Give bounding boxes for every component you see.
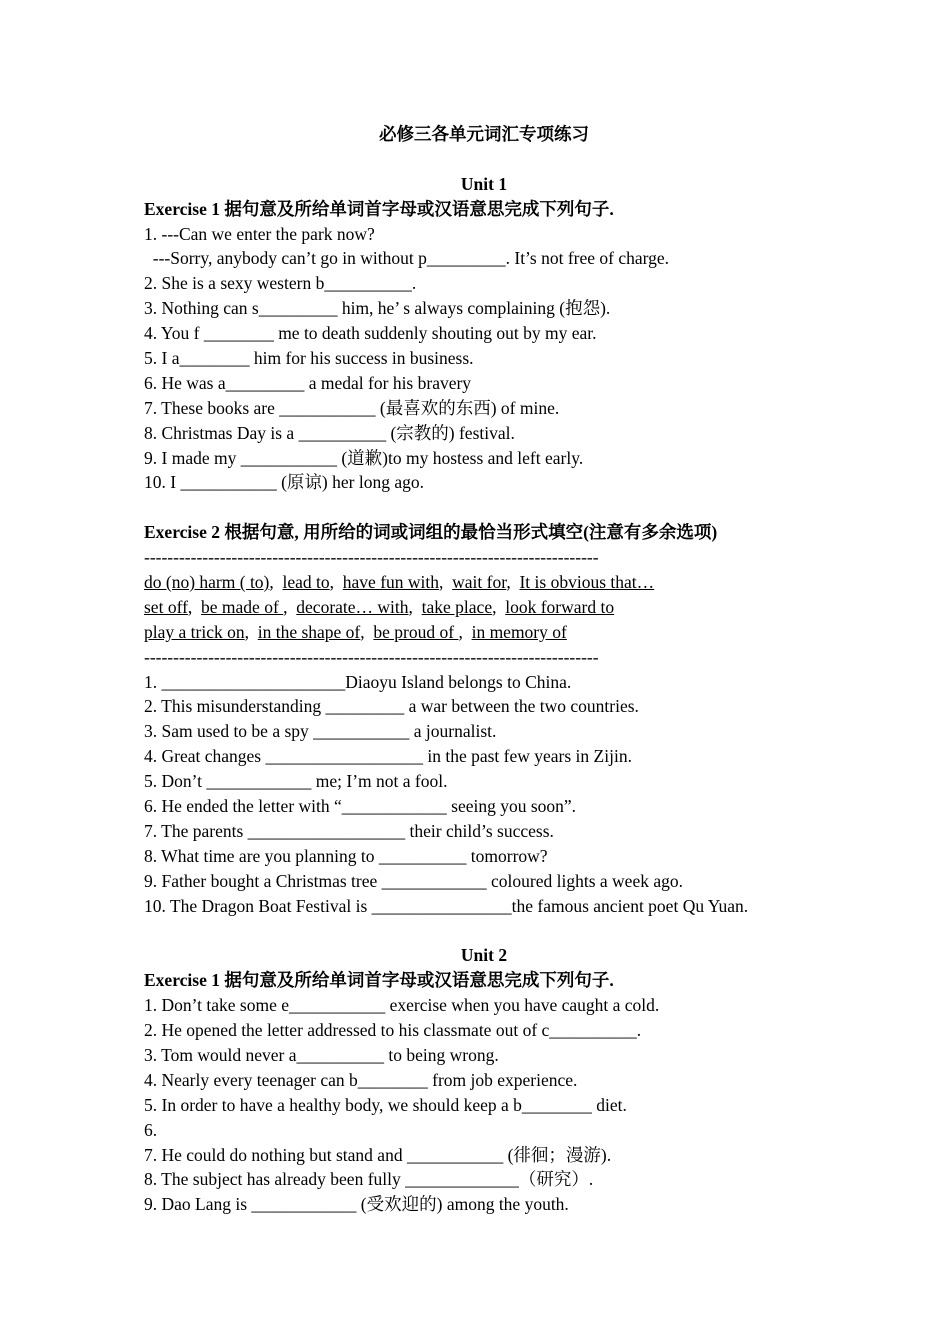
word-bank-option: play a trick on bbox=[144, 621, 245, 642]
unit-2-ex1-item: 9. Dao Lang is ____________ (受欢迎的) among the youth. bbox=[144, 1194, 569, 1215]
unit-2-ex1-item: 5. In order to have a healthy body, we should keep a b________ diet. bbox=[144, 1094, 627, 1115]
word-bank-option: do (no) harm ( to) bbox=[144, 572, 270, 593]
unit-1-ex2-item: 4. Great changes __________________ in the past few years in Zijin. bbox=[144, 746, 632, 767]
unit-2-ex1-item: 8. The subject has already been fully _____________（研究）. bbox=[144, 1169, 594, 1190]
unit-1-ex1-item: 1. ---Can we enter the park now? bbox=[144, 223, 375, 244]
spacer bbox=[144, 147, 824, 172]
unit-1-ex2-item: 8. What time are you planning to __________ tomorrow? bbox=[144, 845, 548, 866]
unit-1-ex2-item: 3. Sam used to be a spy ___________ a journalist. bbox=[144, 721, 497, 742]
word-bank-option: look forward to bbox=[505, 596, 615, 617]
word-bank-option: be proud of bbox=[373, 621, 459, 642]
unit-1-ex1-item: 4. You f ________ me to death suddenly shouting out by my ear. bbox=[144, 323, 597, 344]
unit-1-exercise-1-heading: Exercise 1 据句意及所给单词首字母或汉语意思完成下列句子. bbox=[144, 198, 614, 219]
word-bank-option: take place bbox=[421, 596, 493, 617]
unit-1-ex1-item: 2. She is a sexy western b__________. bbox=[144, 273, 417, 294]
unit-1-ex2-item: 2. This misunderstanding _________ a war between the two countries. bbox=[144, 696, 639, 717]
divider-top: ------------------------------------------------------------------------------ bbox=[144, 547, 599, 568]
unit-1-ex2-item: 5. Don’t ____________ me; I’m not a fool. bbox=[144, 771, 448, 792]
unit-1-ex1-item: 8. Christmas Day is a __________ (宗教的) festival. bbox=[144, 422, 515, 443]
unit-2-ex1-item: 3. Tom would never a__________ to being wrong. bbox=[144, 1044, 499, 1065]
unit-1-ex1-item: 6. He was a_________ a medal for his bravery bbox=[144, 372, 472, 393]
document-title: 必修三各单元词汇专项练习 bbox=[379, 124, 589, 144]
unit-1-ex1-item: 10. I ___________ (原谅) her long ago. bbox=[144, 472, 424, 493]
unit-1-ex1-item: ---Sorry, anybody can’t go in without p_________. It’s not free of charge. bbox=[144, 248, 670, 269]
unit-1-exercise-2-heading: Exercise 2 根据句意, 用所给的词或词组的最恰当形式填空(注意有多余选项) bbox=[144, 522, 718, 543]
unit-1-ex2-item: 7. The parents __________________ their child’s success. bbox=[144, 820, 554, 841]
unit-1-ex1-item: 7. These books are ___________ (最喜欢的东西) of mine. bbox=[144, 397, 560, 418]
word-bank-option: It is obvious that… bbox=[519, 572, 655, 593]
spacer bbox=[144, 919, 824, 944]
spacer bbox=[144, 495, 824, 520]
unit-2-ex1-item: 7. He could do nothing but stand and ___________ (徘徊；漫游). bbox=[144, 1144, 612, 1165]
unit-1-ex2-item: 6. He ended the letter with “____________ seeing you soon”. bbox=[144, 796, 577, 817]
unit-2-exercise-1-heading: Exercise 1 据句意及所给单词首字母或汉语意思完成下列句子. bbox=[144, 970, 614, 991]
unit-1-heading: Unit 1 bbox=[460, 173, 508, 194]
unit-2-heading: Unit 2 bbox=[460, 945, 508, 966]
unit-1-ex2-item: 1. _____________________Diaoyu Island belongs to China. bbox=[144, 671, 572, 692]
word-bank-option: set off bbox=[144, 596, 188, 617]
word-bank-option: decorate… with bbox=[296, 596, 409, 617]
word-bank-option: wait for bbox=[452, 572, 507, 593]
word-bank-option: in the shape of bbox=[257, 621, 361, 642]
document-content bbox=[144, 122, 824, 1217]
unit-1-ex1-item: 9. I made my ___________ (道歉)to my hostess and left early. bbox=[144, 447, 584, 468]
word-bank-row-1: do (no) harm ( to), lead to, have fun with, wait for, It is obvious that… bbox=[144, 572, 655, 593]
unit-1-ex2-item: 9. Father bought a Christmas tree ____________ coloured lights a week ago. bbox=[144, 870, 683, 891]
unit-2-ex1-item: 1. Don’t take some e___________ exercise when you have caught a cold. bbox=[144, 995, 660, 1016]
word-bank-option: have fun with bbox=[342, 572, 440, 593]
word-bank-row-3: play a trick on, in the shape of, be proud of , in memory of bbox=[144, 621, 567, 642]
unit-1-ex2-item: 10. The Dragon Boat Festival is ________________the famous ancient poet Qu Yuan. bbox=[144, 895, 749, 916]
unit-2-ex1-item: 4. Nearly every teenager can b________ from job experience. bbox=[144, 1069, 578, 1090]
word-bank-option: in memory of bbox=[471, 621, 567, 642]
divider-bottom: ------------------------------------------------------------------------------ bbox=[144, 646, 599, 667]
unit-1-ex1-item: 5. I a________ him for his success in business. bbox=[144, 348, 474, 369]
word-bank-option: be made of bbox=[201, 596, 284, 617]
word-bank-option: lead to bbox=[282, 572, 330, 593]
word-bank-row-2: set off, be made of , decorate… with, take place, look forward to bbox=[144, 596, 615, 617]
unit-1-ex1-item: 3. Nothing can s_________ him, he’ s always complaining (抱怨). bbox=[144, 298, 611, 319]
unit-2-ex1-item: 2. He opened the letter addressed to his classmate out of c__________. bbox=[144, 1020, 642, 1041]
unit-2-ex1-item: 6. bbox=[144, 1119, 158, 1140]
